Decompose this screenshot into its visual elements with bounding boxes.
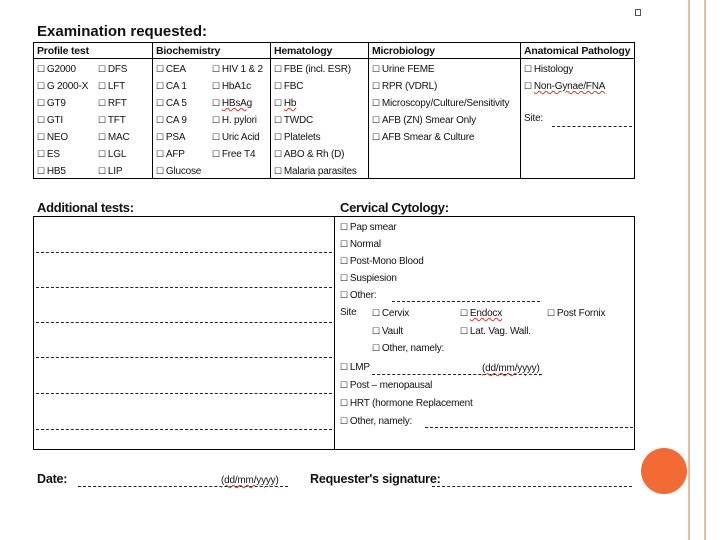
list-item[interactable]: ☐ LGL [98,149,127,160]
list-item[interactable]: ☐ Vault [372,326,403,337]
list-item[interactable]: ☐ Non-Gynae/FNA [524,81,606,92]
additional-title: Additional tests: [37,200,134,215]
list-item[interactable]: ☐ MAC [98,132,130,143]
list-item[interactable]: ☐ PSA [156,132,186,143]
list-item[interactable]: ☐ AFB Smear & Culture [372,132,475,143]
list-item[interactable]: ☐ HBsAg [212,98,252,109]
list-item[interactable]: ☐ H. pylori [212,115,257,126]
signature-field[interactable] [432,486,632,487]
cervical-title: Cervical Cytology: [340,200,449,215]
list-item[interactable]: ☐ Normal [340,239,381,250]
list-item[interactable]: ☐ Post-Mono Blood [340,256,424,267]
date-label: Date: [37,472,68,486]
additional-line[interactable] [36,393,332,394]
list-item[interactable]: ☐ CA 1 [156,81,187,92]
hematology-header: Hematology [274,45,333,57]
list-item[interactable]: ☐ HB5 [37,166,66,177]
list-item[interactable]: ☐ CEA [156,64,186,75]
site-field[interactable] [552,126,632,127]
list-item[interactable]: ☐ G 2000-X [37,81,89,92]
list-item[interactable]: ☐ CA 9 [156,115,187,126]
list-item[interactable]: ☐ FBE (incl. ESR) [274,64,351,75]
other-field[interactable] [392,301,540,302]
additional-line[interactable] [36,322,332,323]
list-item[interactable]: ☐ TWDC [274,115,314,126]
site-label: Site: [524,113,544,124]
list-item[interactable]: ☐ ES [37,149,60,160]
biochem-header: Biochemistry [156,45,221,57]
list-item[interactable]: ☐ Malaria parasites [274,166,357,177]
list-item[interactable]: ☐ Glucose [156,166,202,177]
list-item[interactable]: ☐ Post – menopausal [340,380,433,391]
list-item[interactable]: ☐ Suspiesion [340,273,397,284]
exam-table [33,42,635,179]
additional-line[interactable] [36,287,332,288]
list-item[interactable]: ☐ Urine FEME [372,64,435,75]
additional-line[interactable] [36,357,332,358]
additional-line[interactable] [36,429,332,430]
anat-header: Anatomical Pathology [524,45,631,57]
list-item[interactable]: ☐ FBC [274,81,304,92]
list-item[interactable]: ☐ LFT [98,81,126,92]
list-item[interactable]: ☐ Uric Acid [212,132,260,143]
list-item[interactable]: ☐ TFT [98,115,126,126]
additional-line[interactable] [36,252,332,253]
list-item[interactable]: ☐ GTI [37,115,63,126]
list-item[interactable]: ☐ RFT [98,98,127,109]
list-item[interactable]: ☐ G2000 [37,64,76,75]
small-checkbox-icon [635,9,641,16]
exam-title: Examination requested: [37,23,208,40]
list-item[interactable]: ☐ Hb [274,98,297,109]
list-item[interactable]: ☐ Other, namely: [340,416,413,427]
list-item[interactable]: ☐ RPR (VDRL) [372,81,438,92]
list-item[interactable]: ☐ Pap smear [340,222,397,233]
list-item[interactable]: ☐ HRT (hormone Replacement [340,398,473,409]
list-item[interactable]: ☐ Platelets [274,132,321,143]
decorative-line [704,0,706,540]
list-item[interactable]: ☐ AFB (ZN) Smear Only [372,115,476,126]
list-item[interactable]: ☐ NEO [37,132,68,143]
list-item[interactable]: ☐ Cervix [372,308,410,319]
site-label: Site [340,307,357,318]
list-item[interactable]: ☐ Lat. Vag. Wall. [460,326,531,337]
list-item[interactable]: ☐ Free T4 [212,149,256,160]
orange-circle [641,448,687,494]
list-item[interactable]: ☐ HIV 1 & 2 [212,64,263,75]
lmp-format: (dd/mm/yyyy) [482,363,540,374]
list-item[interactable]: ☐ Post Fornix [547,308,606,319]
list-item[interactable]: ☐ Other, namely: [372,343,445,354]
list-item[interactable]: ☐ Microscopy/Culture/Sensitivity [372,98,510,109]
list-item[interactable]: ☐ HbA1c [212,81,251,92]
list-item[interactable]: ☐ Other: [340,290,377,301]
list-item[interactable]: ☐ Endocx [460,308,503,319]
list-item[interactable]: ☐ ABO & Rh (D) [274,149,345,160]
signature-label: Requester's signature: [310,472,441,486]
list-item[interactable]: ☐ AFP [156,149,185,160]
list-item[interactable]: ☐ LIP [98,166,123,177]
other-namely-field[interactable] [425,427,633,428]
date-format: (dd/mm/yyyy) [221,475,279,486]
list-item[interactable]: ☐ CA 5 [156,98,187,109]
profile-header: Profile test [37,45,89,57]
micro-header: Microbiology [372,45,435,57]
list-item[interactable]: ☐ GT9 [37,98,66,109]
list-item[interactable]: ☐ DFS [98,64,128,75]
list-item[interactable]: ☐ LMP [340,362,370,373]
list-item[interactable]: ☐ Histology [524,64,574,75]
decorative-line [688,0,690,540]
